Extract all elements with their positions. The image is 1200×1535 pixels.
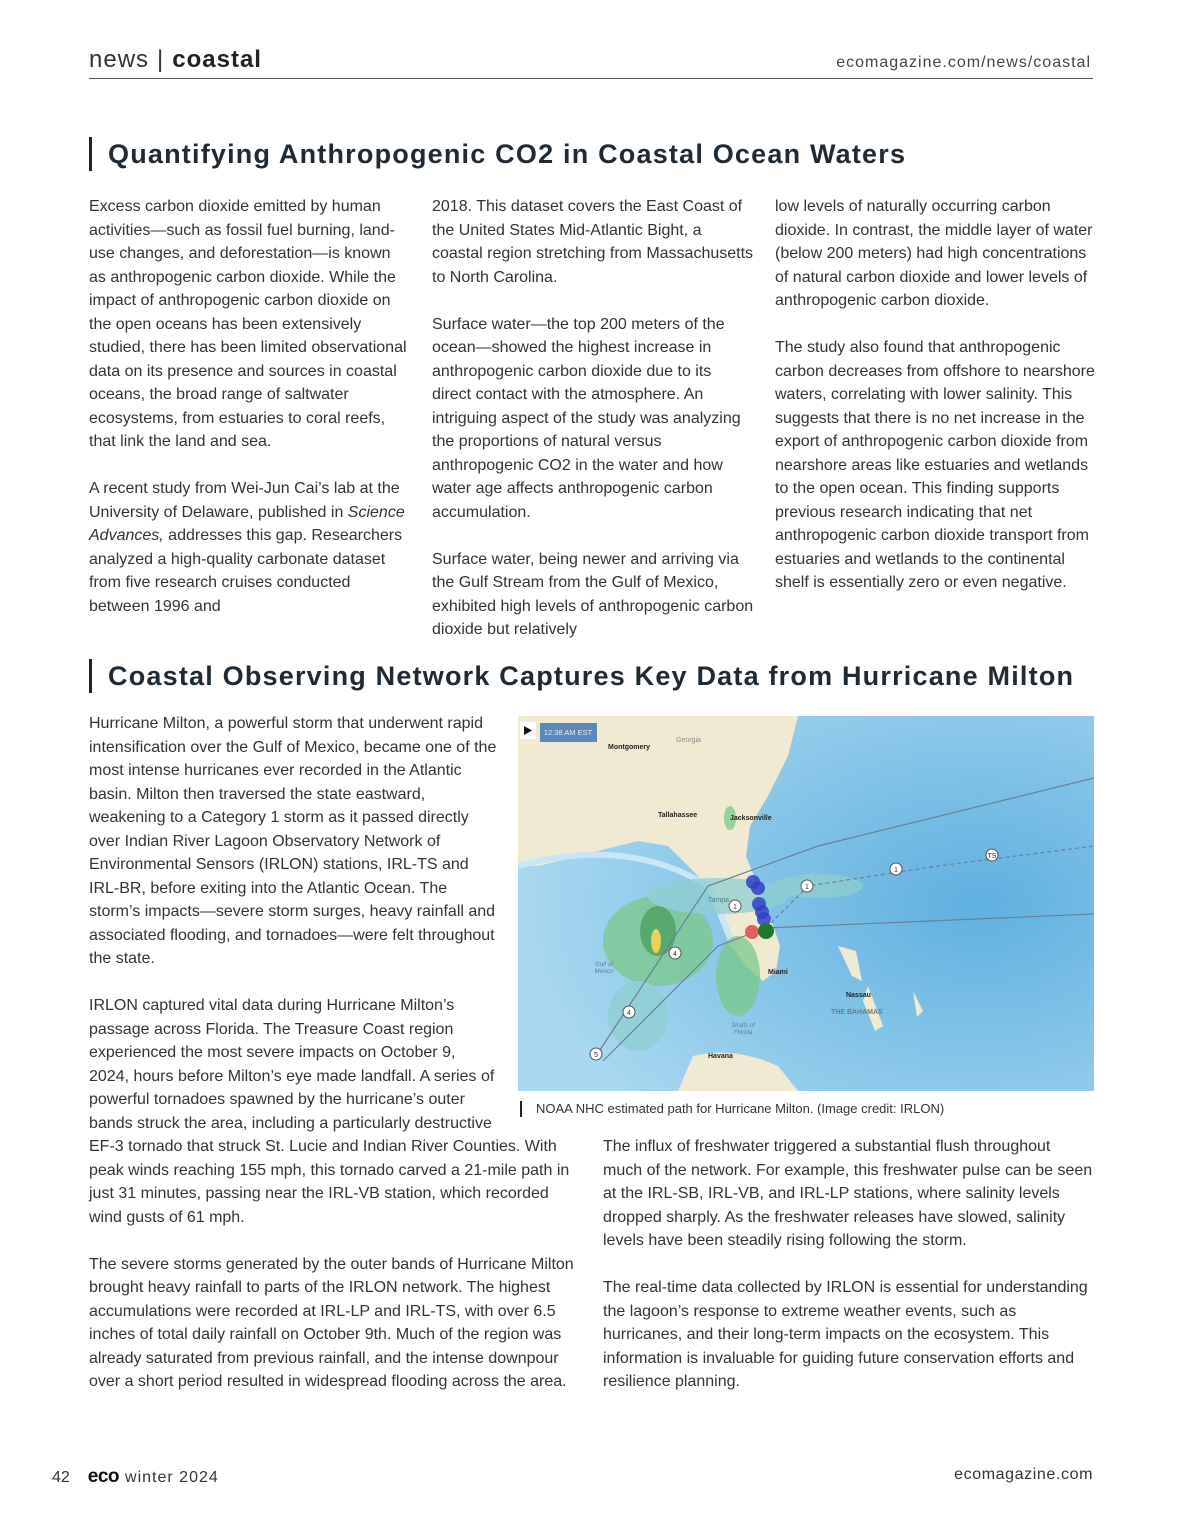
map-label: Tampa (708, 897, 730, 904)
track-marker-label: 1 (894, 867, 898, 874)
track-marker-label: 4 (673, 951, 677, 958)
figure-caption: NOAA NHC estimated path for Hurricane Milton. (Image credit: IRLON) (520, 1101, 944, 1117)
footer-site: ecomagazine.com (954, 1466, 1093, 1483)
track-marker-label: 1 (805, 884, 809, 891)
article-2-title: Coastal Observing Network Captures Key Data from Hurricane Milton (89, 659, 1074, 693)
track-marker-label: TS (987, 853, 997, 860)
article-2-column-2 (603, 1135, 1093, 1417)
text: A recent study from Wei-Jun Cai’s lab at the University of Delaware, published in (89, 480, 400, 521)
paragraph: IRLON captured vital data during Hurricane Milton’s passage across Florida. The Treasure Coast region experienced the most severe impacts on October 9, 2024, hours before Milton’s eye made landfall. A series of powerful tornadoes spawned by the hurricane’s outer bands struck the area, including a particularly destructive EF-3 tornado that struck St. Lucie and Indian River Counties. With peak winds reaching 155 mph, this tornado carved a 21-mile path in just 31 minutes, passing near the IRL-VB station, which recorded wind gusts of 61 mph. (89, 997, 570, 1226)
paragraph: Surface water—the top 200 meters of the ocean—showed the highest increase in anthropogenic carbon dioxide due to its direct contact with the atmosphere. An intriguing aspect of the study was analyzing the proportions of natural versus anthropogenic CO2 in the water and how water age affects anthropogenic carbon accumulation. (432, 315, 741, 521)
map-label: Tallahassee (658, 812, 698, 819)
text: addresses this gap. Researchers analyzed a high-quality carbonate dataset from five research cruises conducted between 1996 and (89, 527, 403, 615)
timestamp: 12:38 AM EST (543, 728, 593, 737)
journal-name: Science Advances, (89, 503, 405, 544)
section-name: news (89, 46, 150, 73)
article-1-column-3 (775, 195, 1095, 618)
map-label: THE BAHAMAS (831, 1009, 883, 1016)
map-label: Havana (708, 1053, 733, 1060)
subsection-name: coastal (172, 46, 262, 73)
track-marker-label: 5 (594, 1052, 598, 1059)
paragraph: low levels of naturally occurring carbon dioxide. In contrast, the middle layer of water (below 200 meters) had high concentrations of natural carbon dioxide and lower levels of anthropogenic carbon dioxide. (775, 198, 1093, 309)
article-1-title: Quantifying Anthropogenic CO2 in Coastal Ocean Waters (89, 137, 906, 171)
map-label: Montgomery (608, 744, 650, 751)
article-1-column-1 (89, 195, 409, 642)
hurricane-path-map (518, 716, 1094, 1091)
separator: | (157, 46, 165, 73)
header-url: ecomagazine.com/news/coastal (836, 54, 1091, 71)
map-label: Florida (733, 1030, 753, 1036)
paragraph: The influx of freshwater triggered a substantial flush throughout much of the network. For example, this freshwater pulse can be seen at the IRL-SB, IRL-VB, and IRL-LP stations, where salinity levels dropped sharply. As the freshwater releases have slowed, salinity levels have been steadily rising following the storm. (603, 1138, 1093, 1249)
issue-label: winter 2024 (125, 1469, 219, 1486)
track-marker-label: 1 (733, 904, 737, 911)
paragraph (89, 477, 409, 618)
map-label: Georgia (676, 737, 701, 744)
map-label: Miami (768, 969, 788, 976)
map-label: Jacksonville (730, 815, 772, 822)
article-2-column-1 (89, 712, 579, 1417)
article-1-column-2 (432, 195, 754, 665)
paragraph: The real-time data collected by IRLON is essential for understanding the lagoon’s response to extreme weather events, such as hurricanes, and their long-term impacts on the ecosystem. This information is invaluable for guiding future conservation efforts and resilience planning. (603, 1279, 1088, 1390)
footer-left (52, 1466, 219, 1488)
track-marker-label: 4 (627, 1010, 631, 1017)
section-label (89, 46, 262, 74)
map-label: Straits of (731, 1023, 755, 1029)
eco-logo: eco (87, 1466, 120, 1487)
page-header (89, 46, 1093, 79)
paragraph: 2018. This dataset covers the East Coast of the United States Mid-Atlantic Bight, a coastal region stretching from Massachusetts to North Carolina. (432, 198, 754, 286)
paragraph: Hurricane Milton, a powerful storm that underwent rapid intensification over the Gulf of Mexico, became one of the most intense hurricanes ever recorded in the Atlantic basin. Milton then traversed the state eastward, weakening to a Category 1 storm as it passed directly over Indian River Lagoon Observatory Network of Environmental Sensors (IRLON) stations, IRL-TS and IRL-BR, before exiting into the Atlantic Ocean. The storm’s impacts—severe storm surges, heavy rainfall and associated flooding, and tornadoes—were felt throughout the state. (89, 715, 497, 967)
map-label: Gulf of (595, 962, 613, 968)
paragraph: Surface water, being newer and arriving via the Gulf Stream from the Gulf of Mexico, exhibited high levels of anthropogenic carbon dioxide but relatively (432, 550, 754, 638)
map-label: Nassau (846, 992, 871, 999)
paragraph: The severe storms generated by the outer bands of Hurricane Milton brought heavy rainfall to parts of the IRLON network. The highest accumulations were recorded at IRL-LP and IRL-TS, with over 6.5 inches of total daily rainfall on October 9th. Much of the region was already saturated from previous rainfall, and the intense downpour over a short period resulted in widespread flooding across the area. (89, 1255, 574, 1390)
map-label: Mexico (594, 969, 614, 975)
paragraph: Excess carbon dioxide emitted by human activities—such as fossil fuel burning, land-use changes, and deforestation—is known as anthropogenic carbon dioxide. While the impact of anthropogenic carbon dioxide on the open oceans has been extensively studied, there has been limited observational data on its presence and sources in coastal oceans, the broad range of saltwater ecosystems, from estuaries to coral reefs, that link the land and sea. (89, 198, 407, 450)
paragraph: The study also found that anthropogenic carbon decreases from offshore to nearshore waters, correlating with lower salinity. This suggests that there is no net increase in the export of anthropogenic carbon dioxide from nearshore areas like estuaries and wetlands to the open ocean. This finding supports previous research indicating that net anthropogenic carbon dioxide transport from estuaries and wetlands to the continental shelf is essentially zero or even negative. (775, 339, 1095, 591)
page-number: 42 (52, 1469, 70, 1486)
